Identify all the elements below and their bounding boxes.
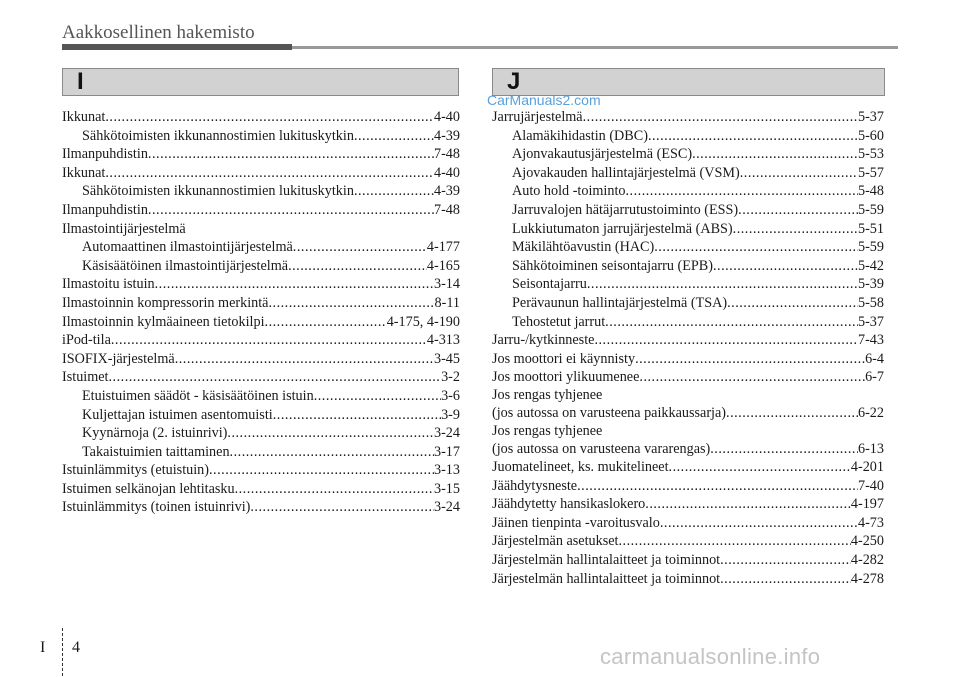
index-entry-text: (jos autossa on varusteena paikkaussarja) <box>492 404 727 421</box>
index-subentry <box>62 387 460 406</box>
index-entry <box>62 220 460 239</box>
index-entry-text: Ajovakauden hallintajärjestelmä (VSM) <box>512 164 740 181</box>
index-entry-text: Jäähdytysneste <box>492 477 578 494</box>
index-entry-page: 3-17 <box>433 443 460 460</box>
index-entry-text: Juomatelineet, ks. mukitelineet <box>492 459 669 476</box>
index-entry-page: 6-22 <box>857 404 884 421</box>
index-entry-text: Kyynärnoja (2. istuinrivi) <box>82 425 228 442</box>
header-rule-light <box>292 46 898 49</box>
index-column-left <box>62 108 460 517</box>
index-entry-text: Ilmastoitu istuin <box>62 276 155 293</box>
header-rule-dark <box>62 44 292 50</box>
index-subentry <box>492 127 884 146</box>
index-entry-text: Sähkötoimisten ikkunannostimien lukituskytkin <box>82 127 354 144</box>
leader-dots <box>175 350 434 369</box>
page-header-title: Aakkosellinen hakemisto <box>62 22 255 43</box>
index-entry-text: Sähkötoiminen seisontajarru (EPB) <box>512 257 713 274</box>
index-entry-text: Ilmastoinnin kylmäaineen tietokilpi <box>62 313 265 330</box>
leader-dots <box>594 331 858 350</box>
index-entry-page: 5-37 <box>857 109 884 125</box>
section-heading-i: I <box>62 68 459 96</box>
leader-dots <box>713 257 858 276</box>
leader-dots <box>587 275 858 294</box>
index-subentry <box>492 145 884 164</box>
leader-dots <box>209 461 434 480</box>
index-entry <box>492 458 884 477</box>
index-entry-page: 7-48 <box>433 201 460 218</box>
index-entry <box>62 108 460 127</box>
index-entry <box>62 145 460 164</box>
index-column-right <box>492 108 884 588</box>
index-entry <box>62 350 460 369</box>
index-entry-text: Mäkilähtöavustin (HAC) <box>512 239 655 256</box>
index-entry <box>492 404 884 423</box>
leader-dots <box>710 440 858 459</box>
index-entry-page: 4-250 <box>850 533 884 550</box>
index-entry <box>492 350 884 369</box>
index-entry-page: 4-73 <box>857 514 884 531</box>
index-entry-text: Jarruvalojen hätäjarrutustoiminto (ESS) <box>512 201 739 218</box>
index-entry-page: 5-42 <box>857 257 884 274</box>
index-entry-page: 5-59 <box>857 239 884 256</box>
leader-dots <box>726 404 858 423</box>
leader-dots <box>577 477 858 496</box>
index-entry <box>62 164 460 183</box>
index-subentry <box>62 257 460 276</box>
index-entry-page: 8-11 <box>434 294 460 311</box>
leader-dots <box>230 443 434 462</box>
index-subentry <box>62 127 460 146</box>
index-entry-page: 3-13 <box>433 462 460 479</box>
leader-dots <box>660 514 858 533</box>
index-entry-page: 5-57 <box>857 164 884 181</box>
index-entry-text: Perävaunun hallintajärjestelmä (TSA) <box>512 294 728 311</box>
index-entry-text: Sähkötoimisten ikkunannostimien lukituskytkin <box>82 183 354 200</box>
index-entry-page: 4-177 <box>426 239 460 256</box>
index-subentry <box>492 238 884 257</box>
index-entry-text: Järjestelmän hallintalaitteet ja toiminnot <box>492 552 721 569</box>
index-entry <box>492 514 884 533</box>
index-entry-page: 4-39 <box>433 183 460 200</box>
index-entry-page: 5-39 <box>857 276 884 293</box>
leader-dots <box>733 220 858 239</box>
index-entry <box>492 368 884 387</box>
index-entry <box>492 331 884 350</box>
leader-dots <box>626 182 858 201</box>
index-entry-page: 4-40 <box>433 164 460 181</box>
index-entry-page: 4-313 <box>426 332 460 349</box>
index-subentry <box>492 257 884 276</box>
leader-dots <box>268 294 434 313</box>
leader-dots <box>740 164 858 183</box>
index-entry-page: 4-40 <box>433 109 460 125</box>
index-entry-text: Lukkiutumaton jarrujärjestelmä (ABS) <box>512 220 733 237</box>
index-entry-text: Järjestelmän hallintalaitteet ja toiminnot <box>492 570 721 587</box>
leader-dots <box>265 313 387 332</box>
index-entry-page: 7-43 <box>857 332 884 349</box>
leader-dots <box>738 201 858 220</box>
index-subentry <box>62 406 460 425</box>
index-entry-page: 3-24 <box>433 499 460 516</box>
index-entry <box>492 440 884 459</box>
index-entry <box>62 498 460 517</box>
leader-dots <box>148 145 434 164</box>
index-subentry <box>492 313 884 332</box>
leader-dots <box>639 368 865 387</box>
index-entry-page: 3-9 <box>441 406 460 423</box>
index-entry-text: Takaistuimien taittaminen <box>82 443 230 460</box>
index-entry <box>492 495 884 514</box>
leader-dots <box>720 551 851 570</box>
leader-dots <box>692 145 858 164</box>
leader-dots <box>635 350 865 369</box>
footer-page-number: 4 <box>72 639 80 656</box>
index-entry-text: Ikkunat <box>62 164 106 181</box>
leader-dots <box>727 294 858 313</box>
index-entry-page: 3-2 <box>441 369 460 386</box>
index-entry-page: 3-6 <box>441 387 460 404</box>
index-entry-page: 3-45 <box>433 350 460 367</box>
leader-dots <box>645 495 851 514</box>
section-heading-j: J <box>492 68 885 96</box>
leader-dots <box>354 127 434 146</box>
index-entry <box>492 551 884 570</box>
leader-dots <box>648 127 858 146</box>
leader-dots <box>654 238 858 257</box>
leader-dots <box>111 331 427 350</box>
index-entry <box>492 108 884 127</box>
index-subentry <box>62 238 460 257</box>
index-entry-page: 5-58 <box>857 294 884 311</box>
index-subentry <box>62 424 460 443</box>
index-entry-text: Jos moottori ylikuumenee <box>492 369 640 386</box>
leader-dots <box>109 368 442 387</box>
index-entry-text: (jos autossa on varusteena vararengas) <box>492 440 711 457</box>
index-entry-page: 3-24 <box>433 425 460 442</box>
index-entry-text: Ikkunat <box>62 109 106 125</box>
index-subentry <box>492 294 884 313</box>
leader-dots <box>720 570 851 589</box>
index-entry <box>492 477 884 496</box>
index-entry <box>62 294 460 313</box>
index-entry-heading: Jos rengas tyhjenee <box>492 386 603 403</box>
index-subentry <box>492 182 884 201</box>
index-entry-text: Tehostetut jarrut <box>512 313 606 330</box>
leader-dots <box>273 406 441 425</box>
index-entry-page: 4-39 <box>433 127 460 144</box>
index-entry-page: 4-175, 4-190 <box>386 313 460 330</box>
leader-dots <box>288 257 427 276</box>
leader-dots <box>235 480 434 499</box>
index-entry-text: Ilmastointijärjestelmä <box>62 220 186 237</box>
index-entry-text: Etuistuimen säädöt - käsisäätöinen istuin <box>82 387 314 404</box>
index-entry-text: Järjestelmän asetukset <box>492 533 619 550</box>
leader-dots <box>250 498 434 517</box>
index-entry-text: ISOFIX-järjestelmä <box>62 350 175 367</box>
leader-dots <box>354 182 434 201</box>
index-entry <box>62 313 460 332</box>
index-entry-page: 6-7 <box>865 369 884 386</box>
index-entry-text: Automaattinen ilmastointijärjestelmä <box>82 239 293 256</box>
footer-divider <box>62 628 63 676</box>
index-entry-page: 4-282 <box>850 552 884 569</box>
index-entry-text: Ilmanpuhdistin <box>62 146 148 163</box>
leader-dots <box>583 108 858 127</box>
watermark-top: CarManuals2.com <box>487 92 601 108</box>
index-entry-page: 3-15 <box>433 480 460 497</box>
index-entry-page: 5-51 <box>857 220 884 237</box>
index-subentry <box>492 164 884 183</box>
index-entry-page: 5-37 <box>857 313 884 330</box>
index-entry-text: Alamäkihidastin (DBC) <box>512 127 648 144</box>
index-entry-text: iPod-tila <box>62 332 111 349</box>
index-subentry <box>62 182 460 201</box>
index-entry-text: Jäähdytetty hansikaslokero <box>492 496 646 513</box>
index-entry-text: Kuljettajan istuimen asentomuisti <box>82 406 273 423</box>
index-subentry <box>492 201 884 220</box>
leader-dots <box>618 532 850 551</box>
index-subentry <box>62 443 460 462</box>
leader-dots <box>605 313 858 332</box>
index-entry <box>62 368 460 387</box>
index-entry-page: 5-48 <box>857 183 884 200</box>
leader-dots <box>148 201 434 220</box>
index-entry-page: 6-13 <box>857 440 884 457</box>
index-entry-page: 7-48 <box>433 146 460 163</box>
index-entry-heading: Jos rengas tyhjenee <box>492 422 603 439</box>
leader-dots <box>105 108 434 127</box>
index-entry-page: 5-60 <box>857 127 884 144</box>
index-entry-text: Jäinen tienpinta -varoitusvalo <box>492 514 660 531</box>
leader-dots <box>105 164 434 183</box>
index-entry-text: Ilmanpuhdistin <box>62 201 148 218</box>
index-entry <box>492 570 884 589</box>
footer-section-letter: I <box>40 639 46 656</box>
index-entry-page: 7-40 <box>857 477 884 494</box>
index-entry-page: 5-53 <box>857 146 884 163</box>
index-entry-text: Seisontajarru <box>512 276 587 293</box>
index-entry-text: Jarrujärjestelmä <box>492 109 583 125</box>
index-entry <box>62 331 460 350</box>
index-entry-page: 5-59 <box>857 201 884 218</box>
leader-dots <box>293 238 427 257</box>
index-entry-text: Istuimet <box>62 369 109 386</box>
index-entry-text: Auto hold -toiminto <box>512 183 626 200</box>
index-entry-text: Istuimen selkänojan lehtitasku <box>62 480 235 497</box>
index-entry-text: Jarru-/kytkinneste <box>492 332 595 349</box>
index-entry-text: Istuinlämmitys (etuistuin) <box>62 462 209 479</box>
leader-dots <box>314 387 441 406</box>
index-entry-text: Ajonvakautusjärjestelmä (ESC) <box>512 146 693 163</box>
index-entry-text: Jos moottori ei käynnisty <box>492 350 636 367</box>
watermark-bottom: carmanualsonline.info <box>600 644 821 669</box>
leader-dots <box>669 458 851 477</box>
index-entry <box>492 532 884 551</box>
index-entry-page: 4-278 <box>850 570 884 587</box>
index-entry-page: 6-4 <box>865 350 884 367</box>
index-entry-page: 4-197 <box>850 496 884 513</box>
index-entry <box>62 201 460 220</box>
leader-dots <box>155 275 434 294</box>
index-entry <box>62 461 460 480</box>
index-entry-text: Käsisäätöinen ilmastointijärjestelmä <box>82 257 289 274</box>
index-entry <box>62 480 460 499</box>
leader-dots <box>227 424 434 443</box>
index-entry <box>62 275 460 294</box>
index-entry-page: 4-165 <box>426 257 460 274</box>
index-entry-page: 3-14 <box>433 276 460 293</box>
index-entry-page: 4-201 <box>850 459 884 476</box>
index-entry-text: Ilmastoinnin kompressorin merkintä <box>62 294 269 311</box>
index-entry-text: Istuinlämmitys (toinen istuinrivi) <box>62 499 251 516</box>
index-subentry <box>492 275 884 294</box>
index-subentry <box>492 220 884 239</box>
